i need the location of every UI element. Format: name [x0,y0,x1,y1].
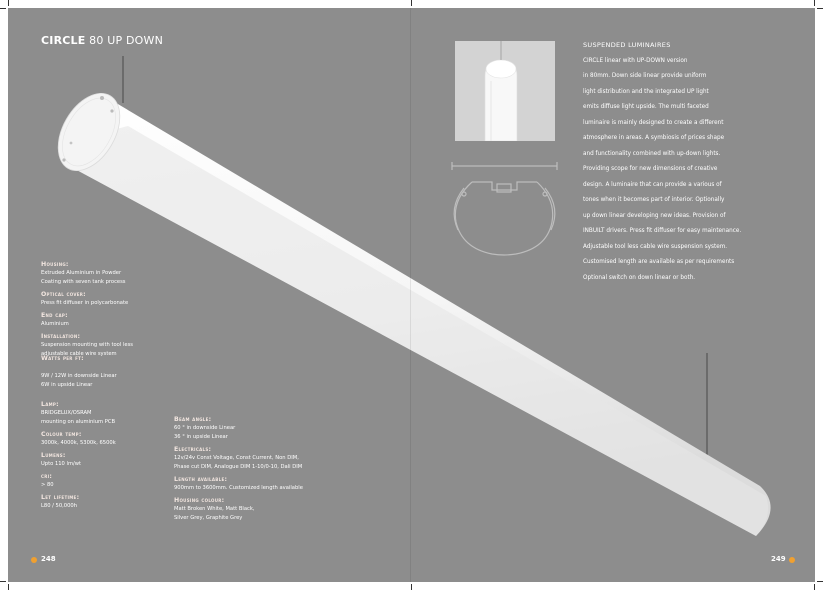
spec-value: 12v/24v Const Voltage, Const Current, Non DIM, [174,455,299,461]
spec-block [174,415,374,442]
spec-block [41,354,181,390]
crop-mark [817,8,823,9]
spec-block [41,472,181,490]
spec-value: 60 ° in downside Linear [174,425,236,431]
spec-value: mounting on aluminium PCB [41,419,116,425]
spec-label: Let lifetime: [41,494,80,501]
catalog-spread [8,8,815,582]
spec-block [41,430,181,448]
crop-mark [411,0,412,6]
page-marker-dot-left [31,557,37,563]
spec-value: 3000k, 4000k, 5300k, 6500k [41,440,116,446]
spec-label: Lumens: [41,452,66,459]
spec-value: BRIDGELUX/OSRAM [41,410,92,416]
spec-block [174,496,374,523]
spec-block [174,475,374,493]
spec-block [41,290,181,308]
description-line: INBUILT drivers. Press fit diffuser for easy maintenance. [583,228,742,234]
description-line: up down linear developing new ideas. Provision of [583,212,726,219]
spec-label: Beam angle: [174,416,212,423]
description-line: Providing scope for new dimensions of creative [583,166,718,172]
page-number-left: 248 [41,555,56,563]
spec-block [41,311,181,329]
page-number-right: 249 [771,555,786,563]
product-title-rest: 80 UP DOWN [85,34,164,47]
description-line: Adjustable tool less cable wire suspension system. [583,243,728,250]
crop-mark [817,581,823,582]
spec-value: 9W / 12W in downside Linear [41,373,117,379]
spec-value: Press fit diffuser in polycarbonate [41,300,129,306]
spec-label: Housing colour: [174,497,225,504]
spec-column-1 [41,260,181,514]
spec-label: Electricals: [174,446,212,453]
page-marker-dot-right [789,557,795,563]
spec-label: Watts per ft: [41,355,84,362]
spec-label: Installation: [41,333,81,340]
description-line: light distribution and the integrated UP light [583,88,709,95]
spec-value: Coating with seven tank process [41,279,126,285]
product-title [41,34,163,47]
spec-value: 36 ° in upside Linear [174,434,228,440]
crop-mark [0,581,6,582]
crop-mark [814,0,815,6]
spec-label: cri: [41,473,53,480]
spec-label: End cap: [41,312,68,319]
description-line: tones when it becomes part of interior. Optionally [583,197,725,203]
spec-value: Phase cut DIM, Analogue DIM 1-10/0-10, Dali DIM [174,464,303,470]
cross-section-drawing [442,160,567,260]
product-photo [455,41,555,141]
description-line: in 80mm. Down side linear provide uniform [583,73,707,79]
description-line: design. A luminaire that can provide a various of [583,181,722,188]
spec-value: L80 / 50,000h [41,503,77,509]
description-line: and functionality combined with up-down lights. [583,150,721,157]
spec-label: Length available: [174,476,228,483]
spec-value: adjustable cable wire system [41,351,117,357]
spec-block [41,260,181,287]
spec-label: Colour temp: [41,431,82,438]
description-line: CIRCLE linear with UP-DOWN version [583,57,688,64]
spec-value: 900mm to 3600mm. Customized length available [174,485,303,491]
spec-label: Optical cover: [41,291,86,298]
spec-value: 6W in upside Linear [41,382,93,388]
spec-block [41,451,181,469]
description-line: emits diffuse light upside. The multi faceted [583,104,709,110]
spec-block [174,445,374,472]
crop-mark [8,584,9,590]
spec-value: Silver Grey, Graphite Grey [174,515,243,521]
description-line: Optional switch on down linear or both. [583,274,696,281]
page-gutter [410,8,411,582]
product-title-bold: CIRCLE [41,34,86,47]
product-description [583,38,773,286]
description-line: Customised length are available as per requirements [583,259,735,265]
spec-value [41,363,181,372]
spec-label: Lamp: [41,401,59,408]
description-line: atmosphere in areas. A symbiosis of prices shape [583,135,725,141]
spec-block [41,493,181,511]
spec-value: Extruded Aluminium in Powder [41,270,122,276]
crop-mark [814,584,815,590]
spec-column-2 [174,415,374,526]
spec-label: Housing: [41,261,69,268]
crop-mark [411,584,412,590]
description-line: luminaire is mainly designed to create a different [583,119,724,126]
spec-value: > 80 [41,482,54,488]
spec-value: Matt Broken White, Matt Black, [174,506,255,512]
spec-block [41,400,181,427]
section-heading: SUSPENDED LUMINAIRES [583,41,671,49]
spec-value: Aluminium [41,321,69,327]
crop-mark [8,0,9,6]
crop-mark [0,8,6,9]
spec-value: Suspension mounting with tool less [41,342,133,348]
spec-value: Upto 110 lm/wt [41,461,82,467]
